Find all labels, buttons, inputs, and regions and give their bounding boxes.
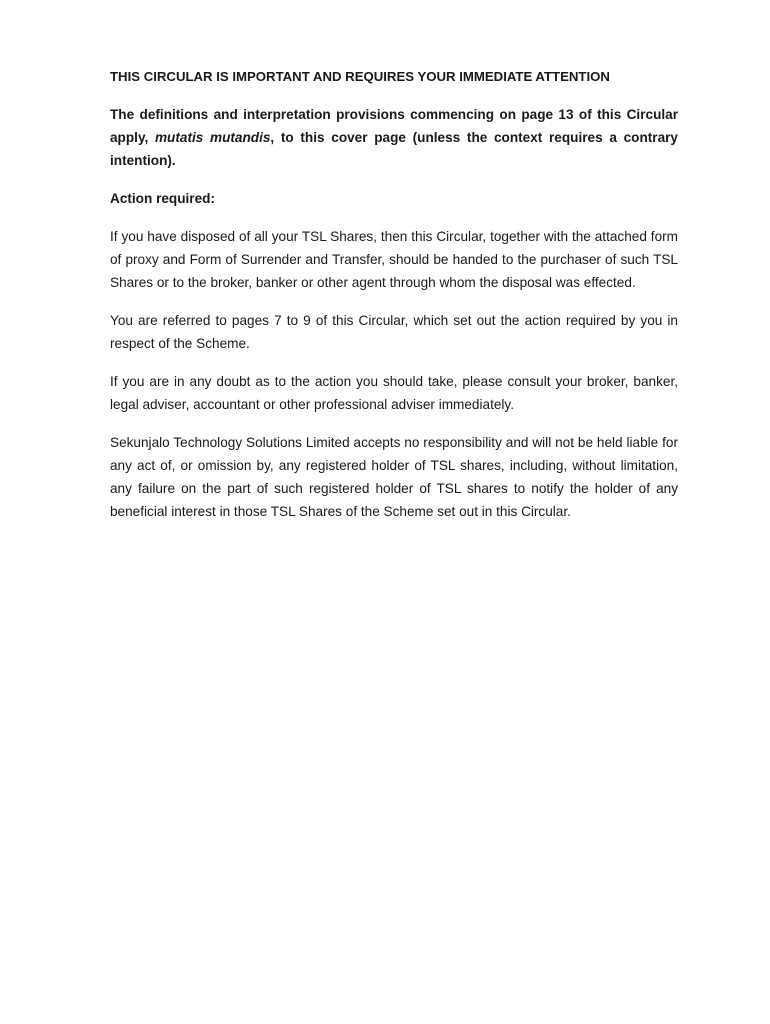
disposal-paragraph: If you have disposed of all your TSL Shares, then this Circular, together with the attached form of proxy and Form of Surrender and Transfer, should be handed to the purchaser of such TSL Shares or to the broker, banker or other agent through whom the disposal was effected. bbox=[110, 229, 678, 290]
definitions-text-before: The definitions and interpretation provisions commencing on page 13 of this Circular apply, bbox=[110, 107, 678, 145]
definitions-paragraph bbox=[110, 103, 678, 172]
responsibility-disclaimer-paragraph: Sekunjalo Technology Solutions Limited accepts no responsibility and will not be held liable for any act of, or omission by, any registered holder of TSL shares, including, without limitation, any failure on the part of such registered holder of TSL shares to notify the holder of any beneficial interest in those TSL Shares of the Scheme set out in this Circular. bbox=[110, 435, 678, 519]
doubt-advice-paragraph: If you are in any doubt as to the action you should take, please consult your broker, banker, legal adviser, accountant or other professional adviser immediately. bbox=[110, 374, 678, 412]
action-required-heading: Action required: bbox=[110, 191, 215, 206]
definitions-text-after: , to this cover page (unless the context requires a contrary intention). bbox=[110, 130, 678, 168]
important-notice-heading: THIS CIRCULAR IS IMPORTANT AND REQUIRES YOUR IMMEDIATE ATTENTION bbox=[110, 69, 610, 84]
definitions-emphasis: mutatis mutandis bbox=[154, 130, 271, 145]
pages-reference-paragraph: You are referred to pages 7 to 9 of this Circular, which set out the action required by you in respect of the Scheme. bbox=[110, 313, 678, 351]
cover-page-content bbox=[110, 65, 678, 538]
